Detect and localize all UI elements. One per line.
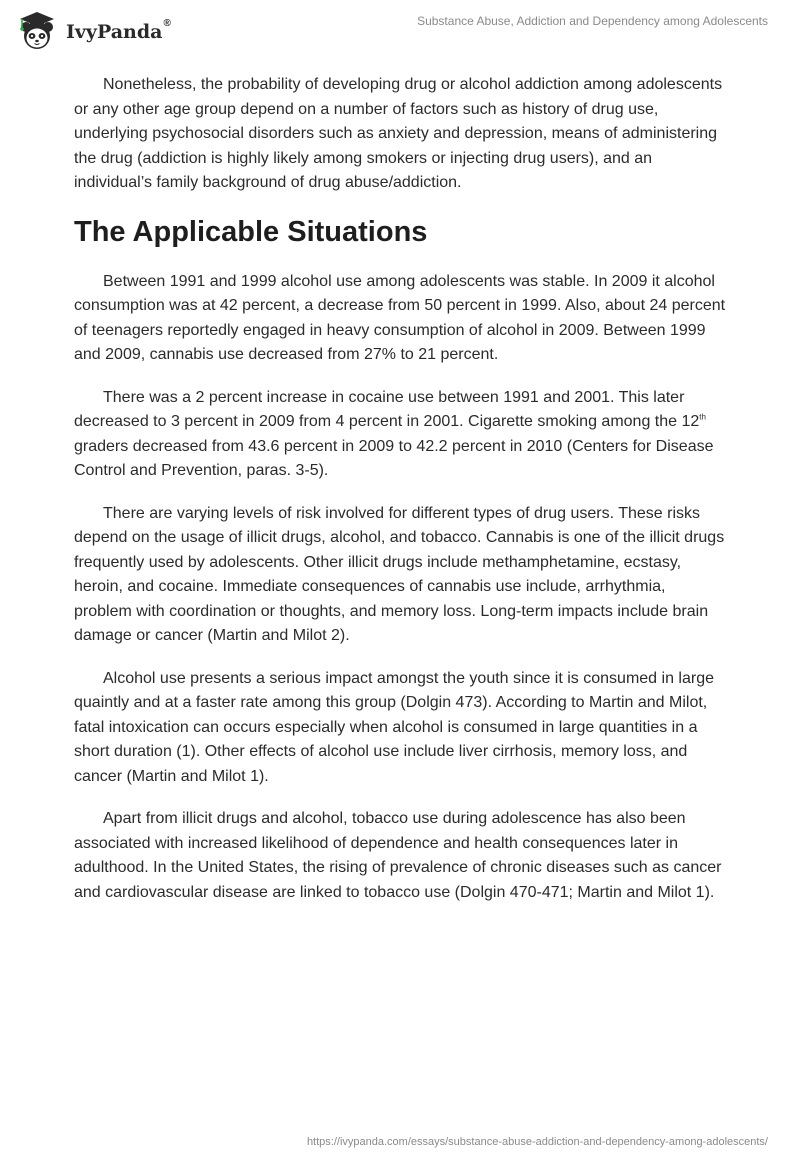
- paragraph-tobacco-use: Apart from illicit drugs and alcohol, tobacco use during adolescence has also been associated with increased likelihood of dependence and health consequences later in adulthood. In the United States, the rising of prevalence of chronic diseases such as cancer and cardiovascular disease are linked to tobacco use (Dolgin 470-471; Martin and Milot 1).: [74, 810, 722, 901]
- paragraph-text-part: There was a 2 percent increase in cocaine use between 1991 and 2001. This later decreased to 3 percent in 2009 from 4 percent in 2001. Cigarette smoking among the 12: [74, 388, 700, 430]
- section-heading: The Applicable Situations: [74, 215, 428, 248]
- essay-body: [74, 73, 726, 923]
- page-header: [0, 0, 800, 60]
- paragraph-risk-levels: There are varying levels of risk involved for different types of drug users. These risks depend on the usage of illicit drugs, alcohol, and tobacco. Cannabis is one of the illicit drugs frequently used by adolescents. Other illicit drugs include methamphetamine, ecstasy, heroin, and cocaine. Immediate consequences of cannabis use include, arrhythmia, problem with coordination or thoughts, and memory loss. Long-term impacts include brain damage or cancer (Martin and Milot 2).: [74, 504, 725, 644]
- ordinal-suffix: th: [699, 412, 706, 422]
- source-url-link[interactable]: https://ivypanda.com/essays/substance-abuse-addiction-and-dependency-among-adolescents/: [306, 1136, 768, 1148]
- brand-name: IvyPanda®: [66, 18, 171, 43]
- brand-logo[interactable]: [16, 10, 171, 52]
- paragraph-cocaine-cigarette-statistics: [74, 386, 726, 484]
- intro-paragraph: Nonetheless, the probability of developing drug or alcohol addiction among adolescents or any other age group depend on a number of factors such as history of drug use, underlying psychosocial disorders such as anxiety and depression, means of administering the drug (addiction is highly likely among smokers or injecting drug users), and an individual’s family background of drug abuse/addiction.: [74, 76, 723, 191]
- paragraph-alcohol-statistics: Between 1991 and 1999 alcohol use among adolescents was stable. In 2009 it alcohol consumption was at 42 percent, a decrease from 50 percent in 1999. Also, about 24 percent of teenagers reportedly engaged in heavy consumption of alcohol in 2009. Between 1999 and 2009, cannabis use decreased from 27% to 21 percent.: [74, 272, 726, 363]
- paragraph-text-part: graders decreased from 43.6 percent in 2009 to 42.2 percent in 2010 (Centers for Disease Control and Prevention, paras. 3-5).: [74, 437, 714, 479]
- panda-graduate-icon: [16, 10, 58, 52]
- paragraph-alcohol-impact: Alcohol use presents a serious impact amongst the youth since it is consumed in large quaintly and at a faster rate among this group (Dolgin 473). According to Martin and Milot, fatal intoxication can occurs especially when alcohol is consumed in large quantities in a short duration (1). Other effects of alcohol use include liver cirrhosis, memory loss, and cancer (Martin and Milot 1).: [74, 669, 714, 785]
- brand-registered-mark: ®: [163, 18, 171, 29]
- document-title: Substance Abuse, Addiction and Dependency among Adolescents: [417, 14, 768, 28]
